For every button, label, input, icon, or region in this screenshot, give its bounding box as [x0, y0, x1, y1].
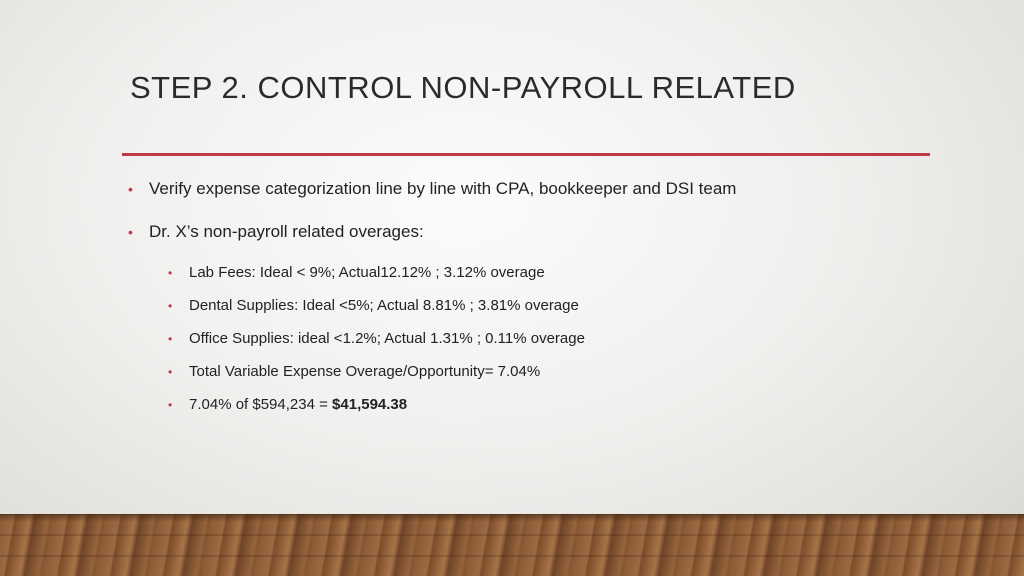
wood-floor-decoration	[0, 514, 1024, 576]
bullet-dot-icon: •	[168, 266, 173, 280]
slide-title: STEP 2. CONTROL NON-PAYROLL RELATED	[130, 70, 796, 105]
sub-bullet-item	[168, 262, 928, 284]
bullet-item	[128, 176, 928, 202]
sub-bullet-text: Total Variable Expense Overage/Opportunity= 7.04%	[189, 363, 541, 380]
bullet-dot-icon: •	[168, 398, 173, 412]
sub-bullet-text: Office Supplies: ideal <1.2%; Actual 1.31% ; 0.11% overage	[189, 330, 585, 347]
sub-bullet-item	[168, 295, 928, 317]
bullet-dot-icon: •	[128, 224, 133, 240]
title-divider	[122, 153, 930, 156]
bullet-dot-icon: •	[168, 365, 173, 379]
sub-bullet-text: Dental Supplies: Ideal <5%; Actual 8.81% ; 3.81% overage	[189, 297, 579, 314]
sub-bullet-item	[168, 394, 928, 416]
sub-bullet-item	[168, 328, 928, 350]
bullet-dot-icon: •	[168, 299, 173, 313]
bullet-item	[128, 219, 928, 245]
bullet-dot-icon: •	[168, 332, 173, 346]
bullet-list	[128, 176, 928, 427]
sub-bullet-item	[168, 361, 928, 383]
bullet-text: Dr. X’s non-payroll related overages:	[149, 222, 424, 241]
sub-bullet-text: Lab Fees: Ideal < 9%; Actual12.12% ; 3.12% overage	[189, 264, 545, 281]
bullet-dot-icon: •	[128, 181, 133, 197]
sub-bullet-text-prefix: 7.04% of $594,234 =	[189, 396, 333, 413]
savings-amount: $41,594.38	[332, 396, 408, 413]
bullet-text: Verify expense categorization line by line with CPA, bookkeeper and DSI team	[149, 179, 737, 198]
